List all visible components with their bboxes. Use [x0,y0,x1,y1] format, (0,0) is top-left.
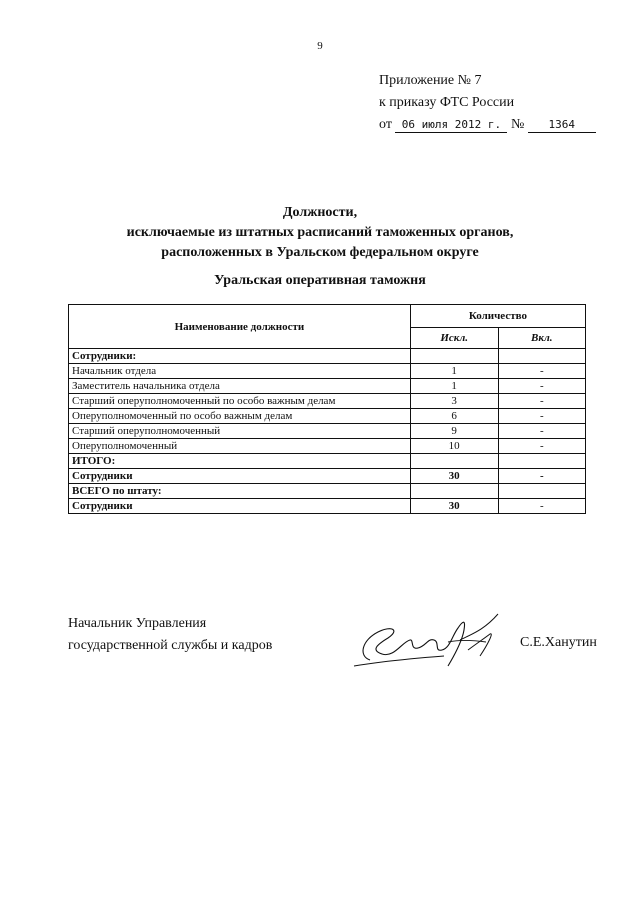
signatory-position [68,613,272,657]
row-excl: 30 [410,499,498,514]
row-excl: 9 [410,424,498,439]
table-row [69,379,586,394]
position-line-2: государственной службы и кадров [68,638,273,653]
table-row [69,394,586,409]
row-excl: 1 [410,379,498,394]
row-incl: - [498,364,585,379]
row-incl: - [498,424,585,439]
appendix-order: к приказу ФТС России [379,95,515,110]
table-row [69,409,586,424]
table-row [69,499,586,514]
row-incl [498,484,585,499]
row-incl: - [498,439,585,454]
table-row [69,469,586,484]
signer-name: С.Е.Ханутин [520,635,597,650]
row-incl: - [498,469,585,484]
row-excl [410,484,498,499]
header-quantity: Количество [410,305,585,328]
row-name: Заместитель начальника отдела [69,379,411,394]
positions-table [68,304,586,514]
organization-subtitle: Уральская оперативная таможня [214,273,426,288]
row-name: Оперуполномоченный по особо важным делам [69,409,411,424]
row-excl [410,349,498,364]
row-incl [498,454,585,469]
row-excl [410,454,498,469]
table-row [69,454,586,469]
row-incl: - [498,379,585,394]
appendix-block [379,70,596,136]
order-number: 1364 [528,118,596,133]
title-line-2: исключаемые из штатных расписаний таможенных органов, [126,225,514,240]
row-name: Старший оперуполномоченный [69,424,411,439]
header-excluded: Искл. [410,328,498,349]
row-excl: 1 [410,364,498,379]
table-row [69,484,586,499]
table-row [69,349,586,364]
appendix-title: Приложение № 7 [379,73,482,88]
row-incl: - [498,394,585,409]
handwritten-signature [348,610,508,672]
title-line-1: Должности, [282,205,358,220]
table-row [69,424,586,439]
row-name: Начальник отдела [69,364,411,379]
header-position-name: Наименование должности [69,305,411,349]
row-name: Старший оперуполномоченный по особо важным делам [69,394,411,409]
order-date: 06 июля 2012 г. [395,118,507,133]
table-row [69,364,586,379]
header-included: Вкл. [498,328,585,349]
row-incl: - [498,499,585,514]
row-name: ИТОГО: [69,454,411,469]
from-label: от [379,117,392,132]
row-incl: - [498,409,585,424]
row-excl: 10 [410,439,498,454]
page-number: 9 [317,40,323,52]
row-name: ВСЕГО по штату: [69,484,411,499]
row-name: Оперуполномоченный [69,439,411,454]
title-line-3: расположенных в Уральском федеральном округе [161,245,479,260]
appendix-date-line [379,114,596,136]
row-name: Сотрудники [69,499,411,514]
row-name: Сотрудники: [69,349,411,364]
document-title [0,203,640,263]
row-name: Сотрудники [69,469,411,484]
row-excl: 6 [410,409,498,424]
table-row [69,439,586,454]
row-excl: 30 [410,469,498,484]
row-incl [498,349,585,364]
position-line-1: Начальник Управления [68,616,207,631]
row-excl: 3 [410,394,498,409]
number-label: № [510,117,525,132]
